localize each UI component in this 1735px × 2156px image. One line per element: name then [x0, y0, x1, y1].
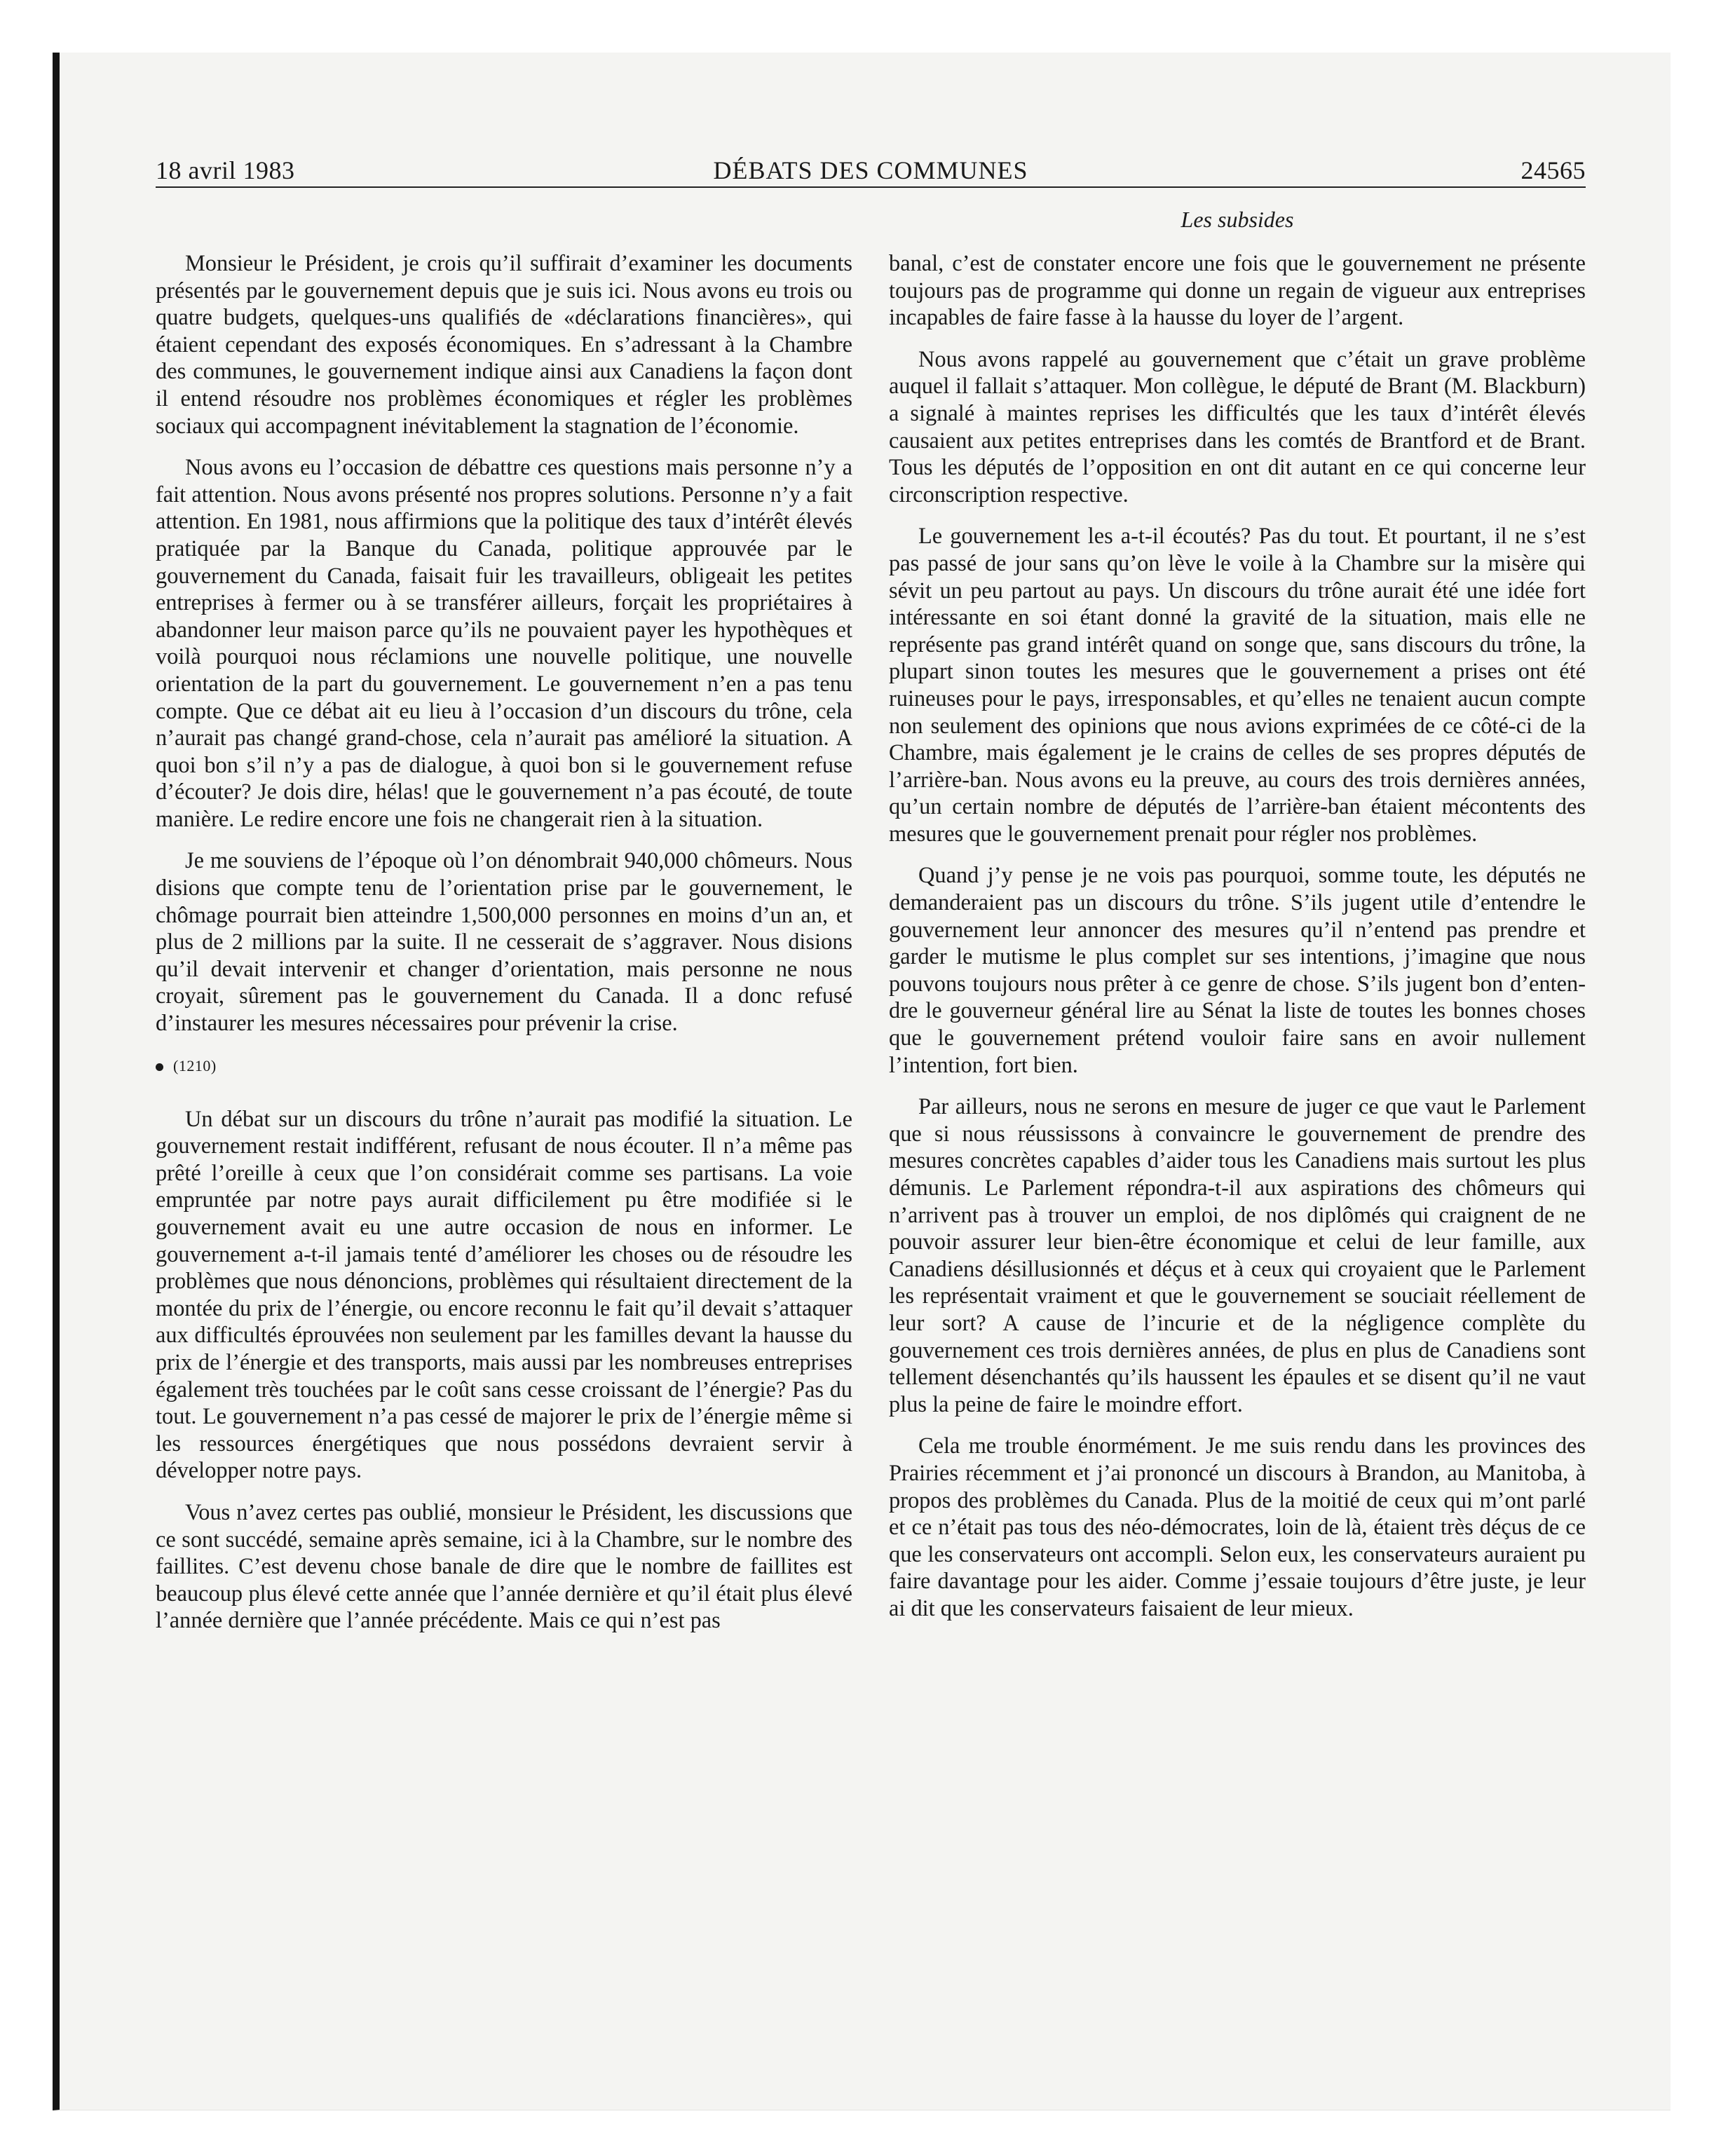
- left-column: [156, 250, 852, 1649]
- paragraph: Nous avons eu l’occasion de débattre ces questions mais personne n’y a fait attention. Nous avons présenté nos propres solutions. Personne n’y a fait attention. En 1981, nous affirmions que la politique des taux d’intérêt élevés pratiquée par la Banque du Canada, politique approuvée par le gouvernement du Canada, faisait fuir les travailleurs, obligeait les petites entreprises à fermer ou à se transférer ailleurs, forçait les propriétaires à abandonner leur maison parce qu’ils ne pouvaient payer les hypothèques et voilà pourquoi nous réclamions une nouvelle politique, une nouvelle orientation de la part du gouvernement. Le gouvernement n’en a pas tenu compte. Que ce débat ait eu lieu à l’occasion d’un discours du trône, cela n’aurait pas changé grand-chose, cela n’aurait pas amélioré la situation. A quoi bon s’il n’y a pas de dialogue, à quoi bon si le gouvernement refuse d’écouter? Je dois dire, hélas! que le gouvernement n’a pas écouté, de toute manière. Le redire encore une fois ne changerait rien à la situation.: [156, 455, 852, 832]
- header-title: DÉBATS DES COMMUNES: [713, 156, 1028, 184]
- paragraph: banal, c’est de constater encore une fois que le gouvernement ne présente toujours pas de programme qui donne un regain de vigueur aux entreprises incapables de faire fasse à la hausse du loyer de l’argent.: [889, 251, 1586, 331]
- page-header: [156, 154, 1586, 188]
- right-column: [889, 250, 1586, 1637]
- bullet-icon: [156, 1063, 163, 1071]
- paragraph: Cela me trouble énormément. Je me suis rendu dans les provinces des Prairies récemment et j’ai prononcé un discours à Brandon, au Manitoba, à propos des problèmes du Canada. Plus de la moitié de ceux qui m’ont parlé et ce n’était pas tous des néo-démocrates, loin de là, étaient très déçus de ce que les conservateurs ont accompli. Selon eux, les conservateurs auraient pu faire davantage pour les aider. Comme j’essaie toujours d’être juste, je leur ai dit que les conservateurs faisaient de leur mieux.: [889, 1433, 1586, 1621]
- time-marker-label: (1210): [173, 1056, 217, 1074]
- paragraph: Le gouvernement les a-t-il écoutés? Pas du tout. Et pourtant, il ne s’est pas passé de jour sans qu’on lève le voile à la Chambre sur la misère qui sévit un peu partout au pays. Un discours du trône aurait été une idée fort intéressante en soi étant donné la gravité de la situation, mais elle ne représente pas grand intérêt quand on songe que, sans discours du trône, la plupart sinon toutes les mesures que le gouvernement a prises ont été ruineuses pour le pays, irresponsables, et qu’elles ne tenaient aucun compte non seulement des opinions que nous avions exprimées de ce côté-ci de la Chambre, mais également je le crains de celles de ses propres députés de l’arrière-ban. Nous avons eu la preuve, au cours des trois dernières années, qu’un certain nombre de députés de l’arrière-ban étaient mécontents des mesures que le gouvernement prenait pour régler nos problèmes.: [889, 524, 1586, 847]
- section-subtitle: Les subsides: [1181, 207, 1294, 232]
- paragraph: Quand j’y pense je ne vois pas pourquoi, somme toute, les députés ne demanderaient pas un discours du trône. S’ils jugent utile d’entendre le gouvernement leur annoncer des mesures qu’il n’entend pas prendre et garder le mutisme le plus complet sur ses intentions, j’imagine que nous pouvons toujours nous prêter à ce genre de chose. S’ils jugent bon d’entendre le gouverneur général lire au Sénat la liste de toutes les bonnes choses que le gouvernement prétend vouloir faire sans en avoir nullement l’intention, fort bien.: [889, 863, 1586, 1078]
- paragraph: Par ailleurs, nous ne serons en mesure de juger ce que vaut le Parlement que si nous réussissons à convaincre le gouvernement de prendre des mesures concrètes capables d’aider tous les Canadiens mais surtout les plus démunis. Le Parlement répondra-t-il aux aspirations des chômeurs qui n’arrivent pas à trouver un emploi, de nos diplômés qui craignent de ne pouvoir assurer leur bien-être économique et celui de leur famille, aux Canadiens désillusionnés et déçus et à ceux qui croyaient que le Parlement les représentait vraiment et que le gouvernement se souciait réellement de leur sort? A cause de l’incurie et de la négligence complète du gouvernement ces trois dernières années, de plus en plus de Canadiens sont tellement désenchantés qu’ils haussent les épaules et se disent qu’il ne vaut plus la peine de faire le moindre effort.: [889, 1094, 1586, 1417]
- header-page-number: 24565: [1520, 156, 1586, 184]
- paragraph: Un débat sur un discours du trône n’aurait pas modifié la situation. Le gouvernement restait indifférent, refusant de nous écouter. Il n’a même pas prêté l’oreille à ceux que l’on considérait comme ses partisans. La voie empruntée par notre pays aurait difficilement pu être modifiée si le gouvernement avait eu une autre occasion de nous en informer. Le gouvernement a-t-il jamais tenté d’améliorer les choses ou de résoudre les problèmes que nous dénoncions, problèmes qui résultaient directement de la montée du prix de l’énergie, ou encore reconnu le fait qu’il devait s’attaquer aux difficultés éprouvées non seulement par les familles devant la hausse du prix de l’énergie et des transports, mais aussi par les nombreuses entreprises également très touchées par le coût sans cesse croissant de l’énergie? Pas du tout. Le gouvernement n’a pas cessé de majorer le prix de l’énergie même si les ressources énergétiques que nous possédons devraient servir à développer notre pays.: [156, 1106, 852, 1484]
- paragraph: Je me souviens de l’époque où l’on dénombrait 940,000 chômeurs. Nous disions que compte tenu de l’orientation prise par le gouvernement, le chômage pourrait bien atteindre 1,500,000 personnes en moins d’un an, et plus de 2 millions par la suite. Il ne cesserait de s’aggraver. Nous disions qu’il devait intervenir et changer d’orientation, mais personne ne nous croyait, sûrement pas le gouvernement du Canada. Il a donc refusé d’instaurer les mesures nécessaires pour prévenir la crise.: [156, 848, 852, 1037]
- time-marker: [156, 1056, 852, 1077]
- paragraph: Monsieur le Président, je crois qu’il suffirait d’examiner les documents présentés par le gouvernement depuis que je suis ici. Nous avons eu trois ou quatre budgets, quelques-uns qualifiés de «déclarations financières», qui étaient cependant des exposés économiques. En s’adressant à la Chambre des communes, le gouvernement indique ainsi aux Canadiens la façon dont il entend résoudre nos problèmes économiques et régler les problèmes sociaux qui accompagnent inévitablement la stagnation de l’économie.: [156, 251, 852, 439]
- paragraph: Nous avons rappelé au gouvernement que c’était un grave problème auquel il fallait s’attaquer. Mon collègue, le député de Brant (M. Blackburn) a signalé à maintes reprises les difficultés que les taux d’intérêt élevés causaient aux petites entreprises dans les comtés de Brantford et de Brant. Tous les députés de l’opposition en ont dit autant en ce qui concerne leur circonscription respective.: [889, 346, 1586, 507]
- header-date: 18 avril 1983: [156, 156, 295, 184]
- paragraph: Vous n’avez certes pas oublié, monsieur le Président, les discussions que ce sont succédé, semaine après semaine, ici à la Chambre, sur le nombre des faillites. C’est devenu chose banale de dire que le nombre de faillites est beaucoup plus élevé cette année que l’année dernière et qu’il était plus élevé l’année dernière que l’année précédente. Mais ce qui n’est pas: [156, 1499, 852, 1634]
